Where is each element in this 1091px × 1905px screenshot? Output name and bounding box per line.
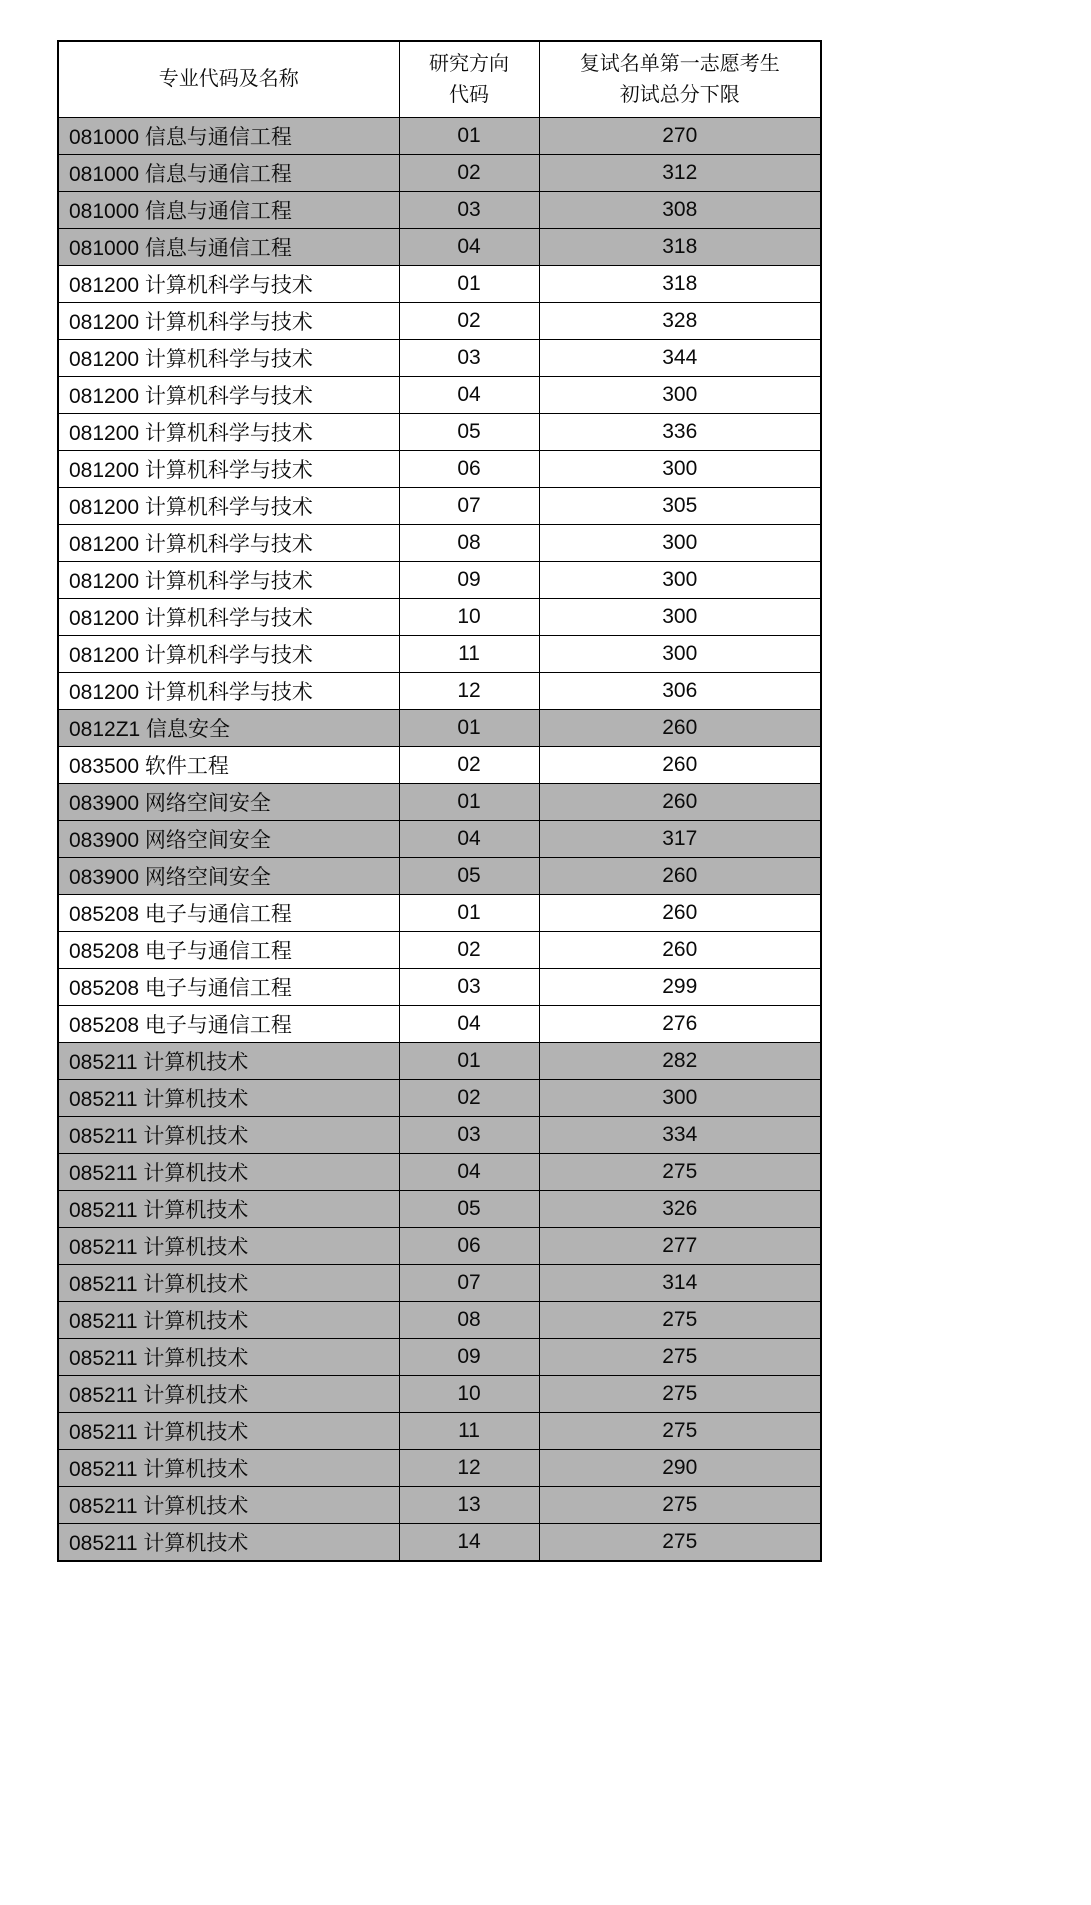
table-row	[58, 1080, 821, 1117]
score-table	[57, 40, 822, 1562]
table-row	[58, 1191, 821, 1228]
table-body	[58, 118, 821, 1561]
direction-code-cell: 03	[399, 969, 539, 1006]
score-cell: 308	[539, 192, 821, 229]
table-row	[58, 858, 821, 895]
direction-code-cell: 09	[399, 1339, 539, 1376]
table-row	[58, 1413, 821, 1450]
score-cell: 270	[539, 118, 821, 155]
score-cell: 300	[539, 1080, 821, 1117]
score-cell: 328	[539, 303, 821, 340]
score-cell: 299	[539, 969, 821, 1006]
table-row	[58, 488, 821, 525]
direction-code-cell: 10	[399, 599, 539, 636]
major-cell: 085211 计算机技术	[58, 1228, 399, 1265]
table-row	[58, 1117, 821, 1154]
table-row	[58, 229, 821, 266]
table-row	[58, 155, 821, 192]
header-score-line1: 复试名单第一志愿考生	[579, 52, 780, 75]
direction-code-cell: 14	[399, 1524, 539, 1561]
direction-code-cell: 04	[399, 1006, 539, 1043]
score-cell: 300	[539, 451, 821, 488]
table-row	[58, 895, 821, 932]
major-cell: 081000 信息与通信工程	[58, 229, 399, 266]
table-row	[58, 414, 821, 451]
table-row	[58, 599, 821, 636]
score-cell: 334	[539, 1117, 821, 1154]
direction-code-cell: 02	[399, 303, 539, 340]
major-cell: 081000 信息与通信工程	[58, 118, 399, 155]
major-cell: 085211 计算机技术	[58, 1043, 399, 1080]
table-row	[58, 969, 821, 1006]
score-cell: 336	[539, 414, 821, 451]
major-cell: 085208 电子与通信工程	[58, 969, 399, 1006]
major-cell: 083900 网络空间安全	[58, 821, 399, 858]
major-cell: 081000 信息与通信工程	[58, 155, 399, 192]
major-cell: 081200 计算机科学与技术	[58, 562, 399, 599]
major-cell: 081000 信息与通信工程	[58, 192, 399, 229]
score-cell: 344	[539, 340, 821, 377]
score-cell: 260	[539, 710, 821, 747]
direction-code-cell: 01	[399, 266, 539, 303]
direction-code-cell: 03	[399, 1117, 539, 1154]
direction-code-cell: 07	[399, 1265, 539, 1302]
score-cell: 326	[539, 1191, 821, 1228]
table-row	[58, 451, 821, 488]
direction-code-cell: 11	[399, 1413, 539, 1450]
direction-code-cell: 02	[399, 747, 539, 784]
score-cell: 300	[539, 562, 821, 599]
score-cell: 260	[539, 747, 821, 784]
major-cell: 085211 计算机技术	[58, 1487, 399, 1524]
table-row	[58, 118, 821, 155]
score-cell: 275	[539, 1413, 821, 1450]
table-row	[58, 562, 821, 599]
score-cell: 275	[539, 1154, 821, 1191]
direction-code-cell: 02	[399, 1080, 539, 1117]
score-cell: 300	[539, 636, 821, 673]
score-cell: 314	[539, 1265, 821, 1302]
major-cell: 083900 网络空间安全	[58, 784, 399, 821]
table-row	[58, 747, 821, 784]
direction-code-cell: 03	[399, 340, 539, 377]
table-row	[58, 303, 821, 340]
header-direction-column	[399, 41, 539, 118]
table-row	[58, 340, 821, 377]
major-cell: 085211 计算机技术	[58, 1376, 399, 1413]
score-cell: 260	[539, 784, 821, 821]
table-row	[58, 1524, 821, 1561]
major-cell: 083900 网络空间安全	[58, 858, 399, 895]
direction-code-cell: 06	[399, 1228, 539, 1265]
major-cell: 085211 计算机技术	[58, 1413, 399, 1450]
score-cell: 275	[539, 1376, 821, 1413]
direction-code-cell: 13	[399, 1487, 539, 1524]
score-cell: 300	[539, 599, 821, 636]
direction-code-cell: 11	[399, 636, 539, 673]
direction-code-cell: 01	[399, 895, 539, 932]
score-cell: 275	[539, 1487, 821, 1524]
direction-code-cell: 02	[399, 932, 539, 969]
major-cell: 081200 计算机科学与技术	[58, 673, 399, 710]
major-cell: 081200 计算机科学与技术	[58, 599, 399, 636]
score-cell: 275	[539, 1339, 821, 1376]
major-cell: 085211 计算机技术	[58, 1191, 399, 1228]
table-row	[58, 1487, 821, 1524]
table-row	[58, 636, 821, 673]
header-direction-line1: 研究方向	[429, 52, 509, 75]
direction-code-cell: 08	[399, 1302, 539, 1339]
major-cell: 085211 计算机技术	[58, 1154, 399, 1191]
table-row	[58, 266, 821, 303]
major-cell: 081200 计算机科学与技术	[58, 636, 399, 673]
table-row	[58, 673, 821, 710]
header-major-label: 专业代码及名称	[158, 68, 299, 90]
table-row	[58, 821, 821, 858]
direction-code-cell: 05	[399, 858, 539, 895]
major-cell: 083500 软件工程	[58, 747, 399, 784]
score-cell: 305	[539, 488, 821, 525]
score-cell: 300	[539, 377, 821, 414]
score-cell: 260	[539, 895, 821, 932]
table-row	[58, 377, 821, 414]
header-score-column	[539, 41, 821, 118]
table-row	[58, 1302, 821, 1339]
table-row	[58, 1154, 821, 1191]
major-cell: 081200 计算机科学与技术	[58, 414, 399, 451]
header-major-column	[58, 41, 399, 118]
major-cell: 081200 计算机科学与技术	[58, 266, 399, 303]
table-row	[58, 1450, 821, 1487]
direction-code-cell: 03	[399, 192, 539, 229]
direction-code-cell: 09	[399, 562, 539, 599]
major-cell: 081200 计算机科学与技术	[58, 451, 399, 488]
score-cell: 318	[539, 266, 821, 303]
table-row	[58, 1376, 821, 1413]
major-cell: 085208 电子与通信工程	[58, 932, 399, 969]
score-cell: 282	[539, 1043, 821, 1080]
score-cell: 290	[539, 1450, 821, 1487]
major-cell: 085211 计算机技术	[58, 1080, 399, 1117]
score-cell: 275	[539, 1302, 821, 1339]
direction-code-cell: 04	[399, 229, 539, 266]
score-cell: 317	[539, 821, 821, 858]
major-cell: 085211 计算机技术	[58, 1339, 399, 1376]
major-cell: 081200 计算机科学与技术	[58, 525, 399, 562]
score-cell: 276	[539, 1006, 821, 1043]
major-cell: 085211 计算机技术	[58, 1117, 399, 1154]
direction-code-cell: 01	[399, 710, 539, 747]
major-cell: 081200 计算机科学与技术	[58, 377, 399, 414]
direction-code-cell: 04	[399, 821, 539, 858]
major-cell: 085211 计算机技术	[58, 1450, 399, 1487]
direction-code-cell: 12	[399, 673, 539, 710]
score-cell: 300	[539, 525, 821, 562]
score-cell: 318	[539, 229, 821, 266]
score-cell: 260	[539, 932, 821, 969]
direction-code-cell: 10	[399, 1376, 539, 1413]
major-cell: 085211 计算机技术	[58, 1524, 399, 1561]
major-cell: 081200 计算机科学与技术	[58, 488, 399, 525]
score-cell: 306	[539, 673, 821, 710]
table-row	[58, 1043, 821, 1080]
major-cell: 081200 计算机科学与技术	[58, 303, 399, 340]
direction-code-cell: 01	[399, 784, 539, 821]
major-cell: 085211 计算机技术	[58, 1302, 399, 1339]
table-row	[58, 784, 821, 821]
table-row	[58, 1228, 821, 1265]
table-row	[58, 932, 821, 969]
major-cell: 085208 电子与通信工程	[58, 895, 399, 932]
score-cell: 260	[539, 858, 821, 895]
direction-code-cell: 01	[399, 1043, 539, 1080]
direction-code-cell: 07	[399, 488, 539, 525]
header-direction-line2: 代码	[449, 83, 489, 106]
score-cell: 312	[539, 155, 821, 192]
table-row	[58, 1265, 821, 1302]
direction-code-cell: 04	[399, 377, 539, 414]
direction-code-cell: 05	[399, 414, 539, 451]
direction-code-cell: 12	[399, 1450, 539, 1487]
table-row	[58, 710, 821, 747]
table-row	[58, 1006, 821, 1043]
direction-code-cell: 08	[399, 525, 539, 562]
direction-code-cell: 02	[399, 155, 539, 192]
major-cell: 081200 计算机科学与技术	[58, 340, 399, 377]
table-row	[58, 192, 821, 229]
direction-code-cell: 05	[399, 1191, 539, 1228]
table-row	[58, 1339, 821, 1376]
major-cell: 0812Z1 信息安全	[58, 710, 399, 747]
direction-code-cell: 04	[399, 1154, 539, 1191]
major-cell: 085211 计算机技术	[58, 1265, 399, 1302]
direction-code-cell: 01	[399, 118, 539, 155]
score-cell: 277	[539, 1228, 821, 1265]
header-score-line2: 初试总分下限	[619, 83, 740, 106]
table-row	[58, 525, 821, 562]
score-cell: 275	[539, 1524, 821, 1561]
major-cell: 085208 电子与通信工程	[58, 1006, 399, 1043]
direction-code-cell: 06	[399, 451, 539, 488]
table-header-row	[58, 41, 821, 118]
